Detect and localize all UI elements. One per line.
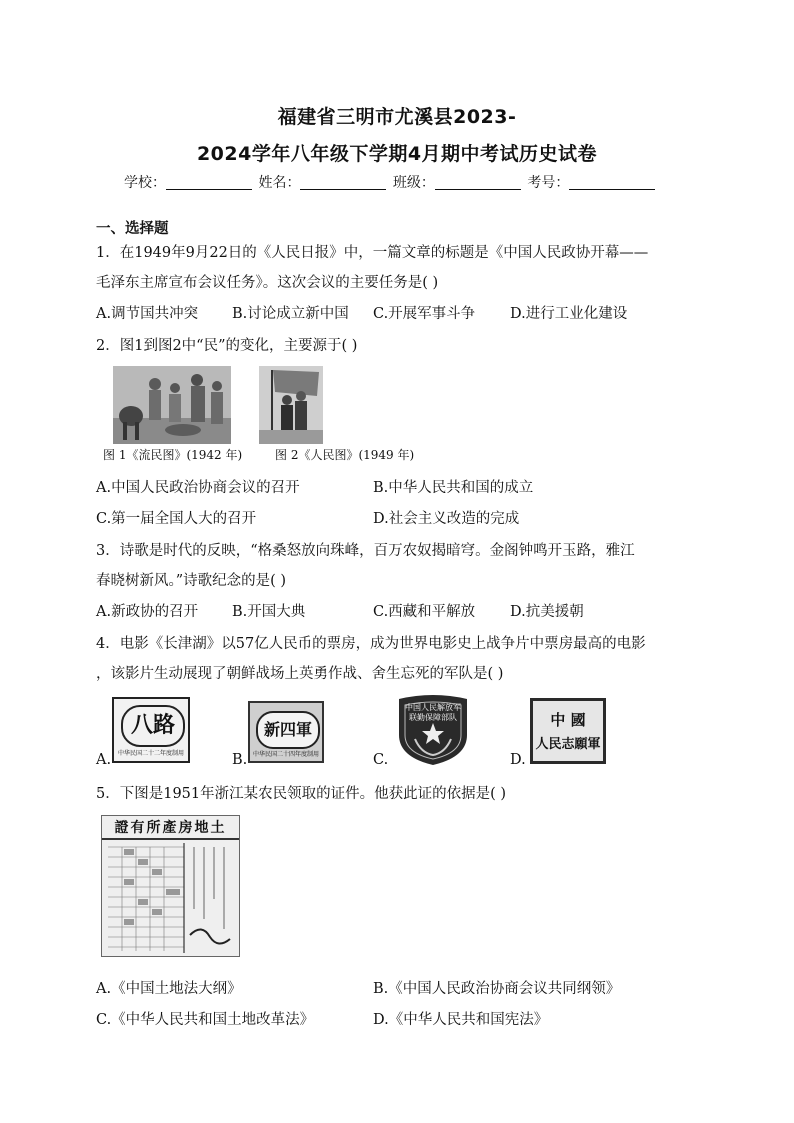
badge-d-line1: 中 國 (550, 711, 586, 729)
q1-option-a: A.调节国共冲突 (96, 306, 199, 322)
class-label: 班级： (392, 175, 435, 191)
badge-b-small-text: 中华民国二十四年度制用 (252, 751, 319, 758)
q5-option-b: B.《中国人民政治协商会议共同纲领》 (373, 981, 621, 997)
badge-d-line2: 人民志願軍 (535, 737, 601, 752)
q5-option-c: C.《中华人民共和国土地改革法》 (96, 1012, 315, 1028)
q5-stem: 5．下图是1951年浙江某农民领取的证件。他获此证的依据是( ) (96, 786, 507, 802)
q1-stem-line2: 毛泽东主席宣布会议任务》。这次会议的主要任务是( ) (96, 275, 439, 291)
refugee-painting-image (113, 366, 231, 444)
badge-a-main-text: 八路 (121, 705, 185, 747)
exam-title-line1: 福建省三明市尤溪县2023- (277, 106, 517, 128)
badge-b-main-text: 新四軍 (256, 711, 320, 749)
q4-stem-line1: 4．电影《长津湖》以57亿人民币的票房，成为世界电影史上战争片中票房最高的电影 (96, 636, 646, 652)
certificate-title: 土地房產所有證 (102, 818, 239, 840)
class-blank (435, 175, 521, 190)
number-blank (569, 175, 655, 190)
name-label: 姓名： (258, 175, 301, 191)
figure2-caption: 图 2《人民图》(1949 年) (275, 448, 415, 462)
q4-option-d-letter: D. (510, 752, 526, 768)
q3-option-b: B.开国大典 (232, 604, 306, 620)
q2-option-d: D.社会主义改造的完成 (373, 511, 520, 527)
badge-c-sub-text: 联勤保障部队 (409, 713, 457, 722)
q3-stem-line1: 3．诗歌是时代的反映，“格桑怒放向珠峰，百万农奴揭暗穹。金阁钟鸣开玉路，雅江 (96, 543, 635, 559)
q3-option-c: C.西藏和平解放 (373, 604, 476, 620)
q3-stem-line2: 春晓树新风。”诗歌纪念的是( ) (96, 573, 287, 589)
q1-stem-line1: 1．在1949年9月22日的《人民日报》中，一篇文章的标题是《中国人民政协开幕—— (96, 245, 649, 261)
school-blank (166, 175, 252, 190)
badge-c-top-text: 中国人民解放军 (405, 703, 461, 712)
q3-option-a: A.新政协的召开 (96, 604, 199, 620)
eighth-route-army-badge (112, 697, 190, 763)
q2-option-b: B.中华人民共和国的成立 (373, 480, 534, 496)
pla-logistics-badge (391, 695, 475, 767)
q4-stem-line2: ，该影片生动展现了朝鲜战场上英勇作战、舍生忘死的军队是( ) (96, 666, 504, 682)
exam-title-line2: 2024学年八年级下学期4月期中考试历史试卷 (196, 143, 598, 165)
number-label: 考号： (527, 175, 570, 191)
section-title: 一、选择题 (96, 221, 169, 237)
people-painting-image (259, 366, 323, 444)
q4-option-a-letter: A. (96, 752, 112, 768)
student-info-row (124, 172, 657, 192)
q4-option-c-letter: C. (373, 752, 389, 768)
figure1-caption: 图 1《流民图》(1942 年) (103, 448, 243, 462)
q4-option-b-letter: B. (232, 752, 248, 768)
volunteer-army-badge (530, 698, 606, 764)
q5-option-d: D.《中华人民共和国宪法》 (373, 1012, 549, 1028)
badge-a-small-text: 中华民国二十二年度制用 (117, 750, 184, 757)
q1-option-b: B.讨论成立新中国 (232, 306, 349, 322)
q2-option-a: A.中国人民政治协商会议的召开 (96, 480, 300, 496)
new-fourth-army-badge (248, 701, 324, 763)
q3-option-d: D.抗美援朝 (510, 604, 584, 620)
name-blank (300, 175, 386, 190)
q5-option-a: A.《中国土地法大纲》 (96, 981, 242, 997)
school-label: 学校： (124, 175, 166, 191)
land-certificate-image (101, 815, 240, 957)
q1-option-d: D.进行工业化建设 (510, 306, 628, 322)
q2-option-c: C.第一届全国人大的召开 (96, 511, 257, 527)
q1-option-c: C.开展军事斗争 (373, 306, 476, 322)
q2-stem: 2．图1到图2中“民”的变化，主要源于( ) (96, 338, 358, 354)
